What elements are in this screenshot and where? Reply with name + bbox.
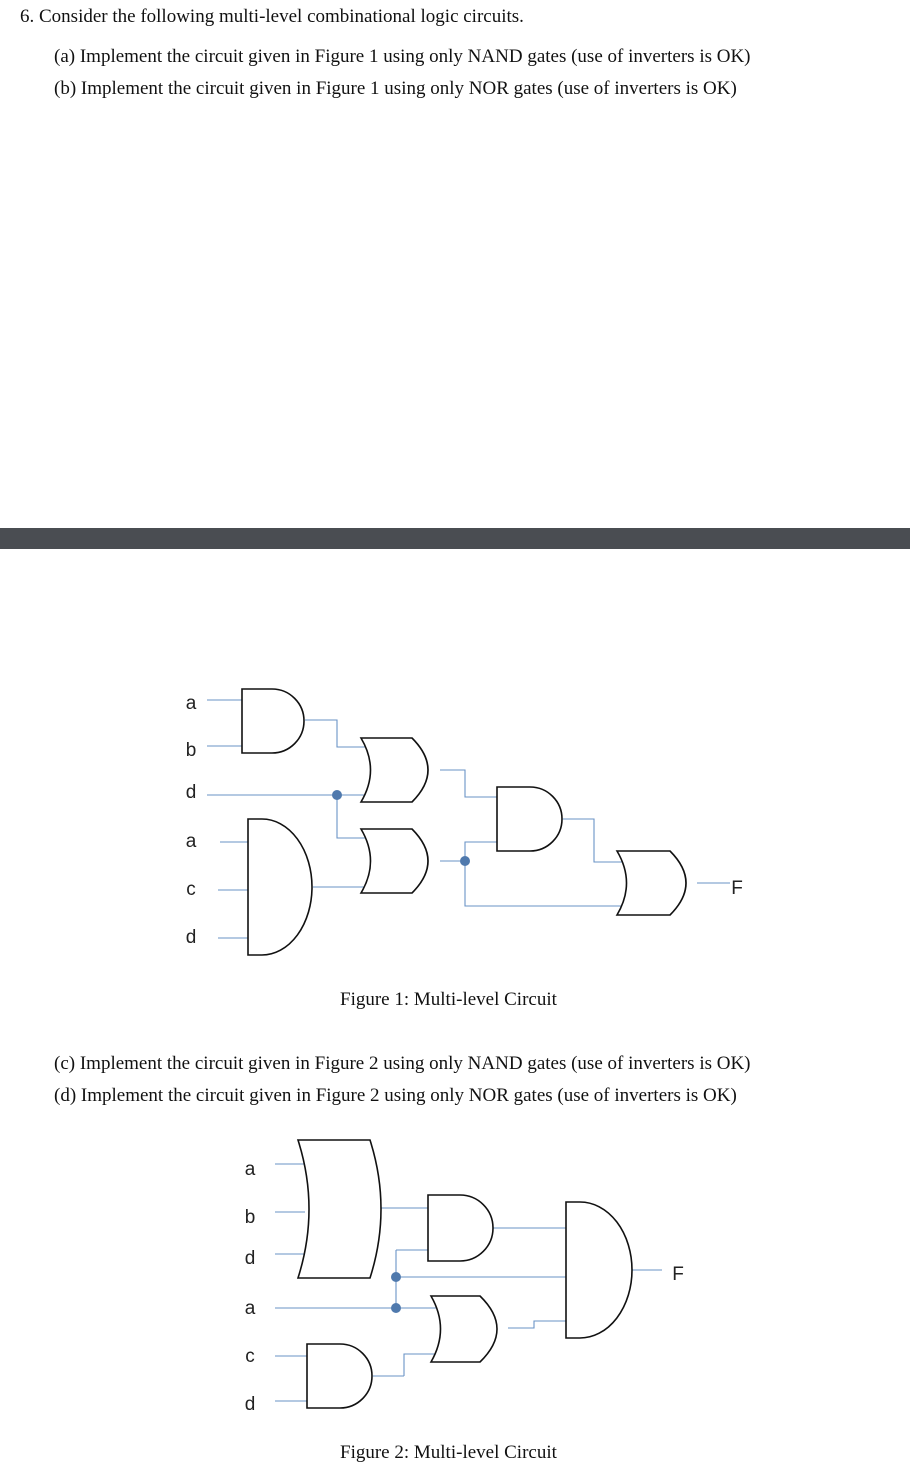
part-d: (d) Implement the circuit given in Figure 2 using only NOR gates (use of inverters is OK) — [54, 1085, 737, 1106]
fig2-and-gate-output — [566, 1202, 632, 1338]
fig1-input-d2: d — [185, 927, 197, 948]
question-title: 6. Consider the following multi-level combinational logic circuits. — [20, 6, 524, 27]
figure-2-caption: Figure 2: Multi-level Circuit — [340, 1442, 557, 1463]
fig2-junction-lower — [391, 1303, 401, 1313]
fig2-junction-upper — [391, 1272, 401, 1282]
fig2-input-d1: d — [244, 1248, 256, 1269]
fig2-input-a1: a — [244, 1159, 256, 1180]
fig2-and-gate-cd — [307, 1344, 372, 1408]
fig1-input-c: c — [186, 879, 196, 900]
fig2-and-gate-mid — [428, 1195, 493, 1261]
part-c: (c) Implement the circuit given in Figure 2 using only NAND gates (use of inverters is OK) — [54, 1053, 751, 1074]
fig1-input-b: b — [185, 740, 197, 761]
fig2-or-gate-abd — [298, 1140, 381, 1278]
fig2-input-c: c — [245, 1346, 255, 1367]
fig1-input-d1: d — [185, 782, 197, 803]
fig2-output-f: F — [672, 1264, 684, 1285]
fig2-or-gate-lower — [431, 1296, 497, 1362]
fig2-input-a2: a — [244, 1298, 256, 1319]
fig2-input-b: b — [244, 1207, 256, 1228]
part-b: (b) Implement the circuit given in Figure 1 using only NOR gates (use of inverters is OK) — [54, 78, 737, 99]
part-a: (a) Implement the circuit given in Figure 1 using only NAND gates (use of inverters is OK) — [54, 46, 751, 67]
fig1-input-a2: a — [185, 831, 197, 852]
fig2-input-d2: d — [244, 1394, 256, 1415]
fig1-output-f: F — [731, 878, 743, 899]
fig1-input-a1: a — [185, 693, 197, 714]
figure-1-caption: Figure 1: Multi-level Circuit — [340, 989, 557, 1010]
